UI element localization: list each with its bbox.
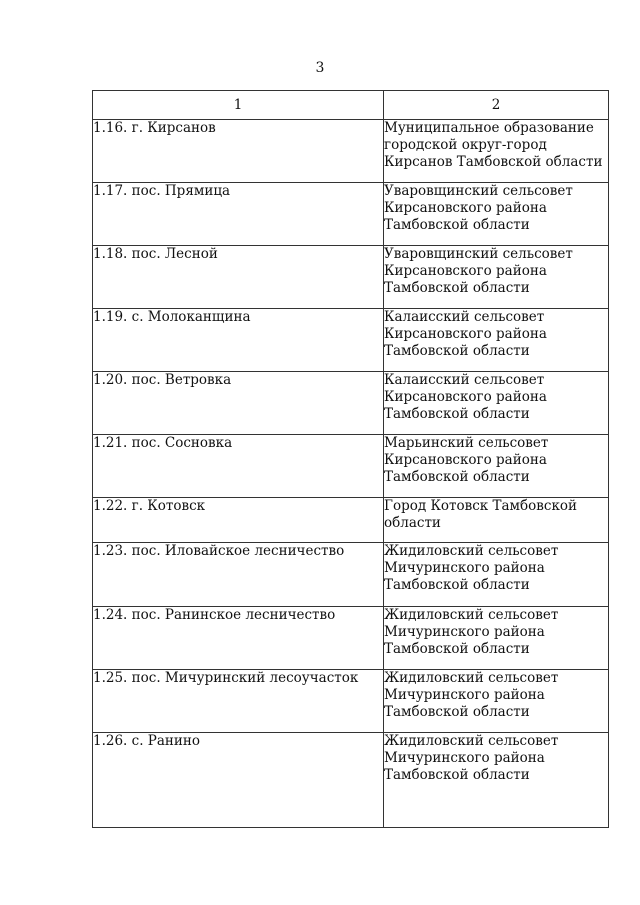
municipality-line: Мичуринского района <box>384 750 545 766</box>
settlement-cell <box>93 120 384 183</box>
municipality-line: Кирсановского района <box>384 263 547 279</box>
settlement-cell <box>93 498 384 543</box>
table-row <box>93 246 609 309</box>
table-row <box>93 543 609 607</box>
column-header-1: 1 <box>93 91 384 120</box>
municipality-cell <box>384 120 609 183</box>
municipality-cell <box>384 246 609 309</box>
table-row <box>93 607 609 670</box>
table-row <box>93 670 609 733</box>
table-row <box>93 372 609 435</box>
settlement-name: 1.21. пос. Сосновка <box>93 435 233 451</box>
column-header-2: 2 <box>384 91 609 120</box>
settlement-cell <box>93 372 384 435</box>
settlement-cell <box>93 183 384 246</box>
municipality-line: Кирсановского района <box>384 326 547 342</box>
table-row <box>93 309 609 372</box>
table-row <box>93 435 609 498</box>
municipality-line: Тамбовской области <box>384 343 530 359</box>
settlement-name: 1.24. пос. Ранинское лесничество <box>93 607 336 623</box>
settlement-name: 1.18. пос. Лесной <box>93 246 218 262</box>
municipality-line: Муниципальное образование <box>384 120 594 136</box>
table-row <box>93 183 609 246</box>
table-row <box>93 120 609 183</box>
municipality-line: Мичуринского района <box>384 624 545 640</box>
municipality-line: Жидиловский сельсовет <box>384 733 559 749</box>
municipality-line: Уваровщинский сельсовет <box>384 246 573 262</box>
municipality-line: Кирсановского района <box>384 200 547 216</box>
page-number: 3 <box>315 60 325 76</box>
municipality-line: Мичуринского района <box>384 560 545 576</box>
municipality-line: Тамбовской области <box>384 217 530 233</box>
municipality-cell <box>384 435 609 498</box>
settlement-name: 1.22. г. Котовск <box>93 498 206 514</box>
municipality-cell <box>384 183 609 246</box>
settlement-cell <box>93 607 384 670</box>
municipality-cell <box>384 498 609 543</box>
municipality-line: Марьинский сельсовет <box>384 435 549 451</box>
municipality-line: Калаисский сельсовет <box>384 309 545 325</box>
settlements-table <box>92 90 609 828</box>
settlement-cell <box>93 246 384 309</box>
municipality-cell <box>384 372 609 435</box>
settlement-name: 1.19. с. Молоканщина <box>93 309 251 325</box>
municipality-line: Мичуринского района <box>384 687 545 703</box>
municipality-cell <box>384 607 609 670</box>
settlement-cell <box>93 670 384 733</box>
table-body <box>93 120 609 828</box>
municipality-cell <box>384 309 609 372</box>
settlement-cell <box>93 543 384 607</box>
municipality-line: Кирсанов Тамбовской области <box>384 154 603 170</box>
settlement-name: 1.25. пос. Мичуринский лесоучасток <box>93 670 359 686</box>
municipality-line: Тамбовской области <box>384 577 530 593</box>
municipality-line: Жидиловский сельсовет <box>384 607 559 623</box>
municipality-line: Тамбовской области <box>384 406 530 422</box>
municipality-line: Тамбовской области <box>384 641 530 657</box>
settlement-name: 1.17. пос. Прямица <box>93 183 231 199</box>
municipality-line: Тамбовской области <box>384 767 530 783</box>
settlement-name: 1.16. г. Кирсанов <box>93 120 216 136</box>
municipality-line: Кирсановского района <box>384 389 547 405</box>
settlement-cell <box>93 309 384 372</box>
municipality-cell <box>384 670 609 733</box>
municipality-cell <box>384 543 609 607</box>
settlement-cell <box>93 733 384 828</box>
municipality-line: Кирсановского района <box>384 452 547 468</box>
settlement-name: 1.20. пос. Ветровка <box>93 372 232 388</box>
municipality-line: области <box>384 515 441 531</box>
municipality-line: Тамбовской области <box>384 280 530 296</box>
municipality-line: Тамбовской области <box>384 469 530 485</box>
municipality-line: Калаисский сельсовет <box>384 372 545 388</box>
table-row <box>93 733 609 828</box>
municipality-line: Город Котовск Тамбовской <box>384 498 578 514</box>
municipality-cell <box>384 733 609 828</box>
municipality-line: Жидиловский сельсовет <box>384 670 559 686</box>
municipality-line: Тамбовской области <box>384 704 530 720</box>
municipality-line: Жидиловский сельсовет <box>384 543 559 559</box>
settlement-cell <box>93 435 384 498</box>
settlement-name: 1.23. пос. Иловайское лесничество <box>93 543 345 559</box>
settlement-name: 1.26. с. Ранино <box>93 733 201 749</box>
municipality-line: городской округ-город <box>384 137 547 153</box>
table-row <box>93 498 609 543</box>
municipality-line: Уваровщинский сельсовет <box>384 183 573 199</box>
table-header-row <box>93 91 609 120</box>
